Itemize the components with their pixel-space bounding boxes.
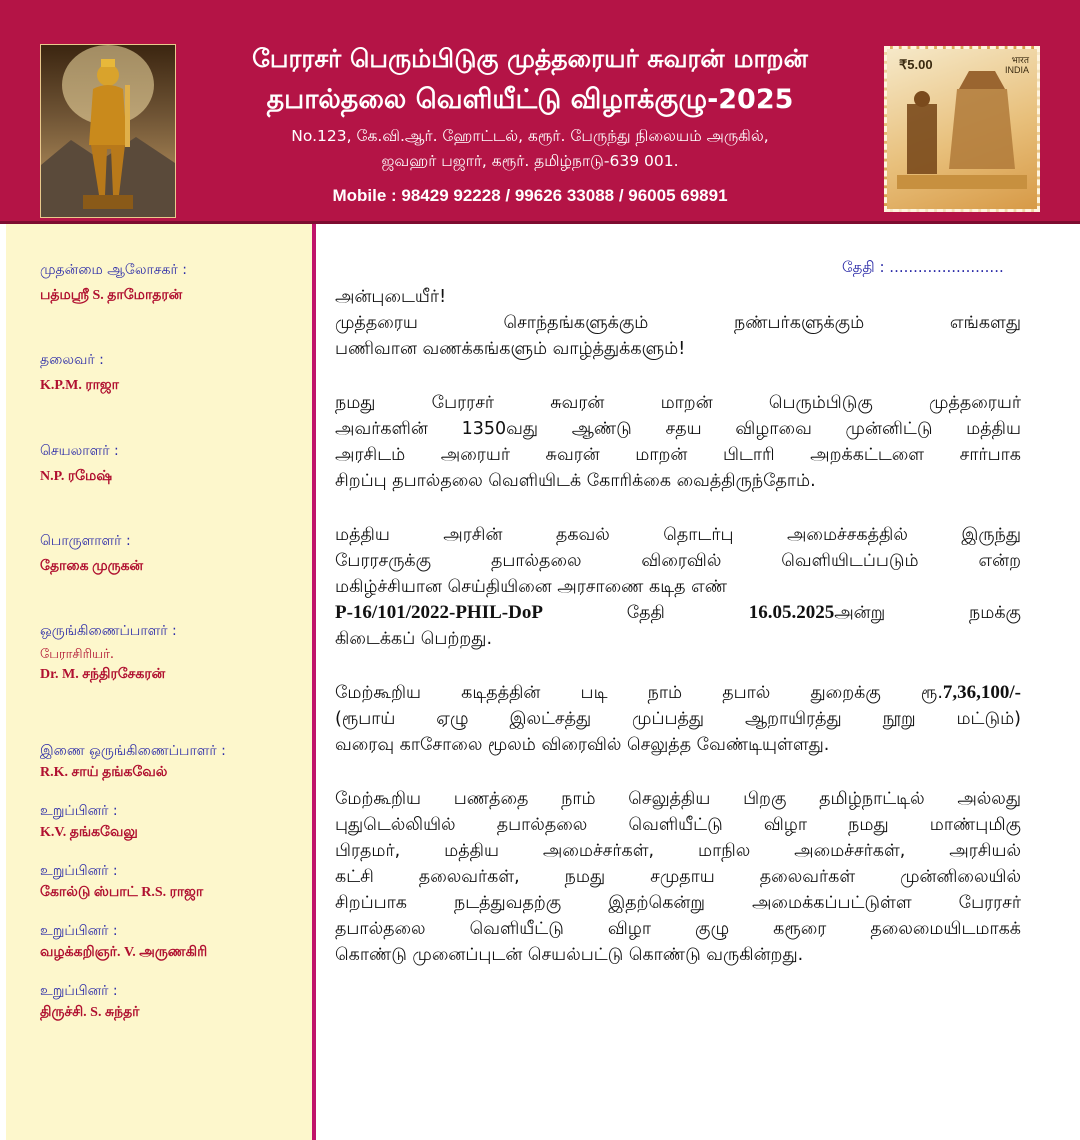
salutation: அன்புடையீர்! bbox=[335, 287, 447, 307]
letterhead-banner bbox=[0, 0, 1080, 224]
king-statue-icon bbox=[41, 45, 175, 217]
text-line: கட்சி தலைவர்கள், நமது சமுதாய தலைவர்கள் முன்னிலையில் bbox=[335, 867, 1021, 887]
text-line: புதுடெல்லியில் தபால்தலை வெளியீட்டு விழா நமது மாண்புமிகு bbox=[335, 815, 1021, 835]
king-statue-image bbox=[40, 44, 176, 218]
date-word: தேதி bbox=[626, 603, 665, 623]
address-line-2: ஜவஹர் பஜார், கரூர். தமிழ்நாடு-639 001. bbox=[381, 152, 679, 170]
text-line: மேற்கூறிய பணத்தை நாம் செலுத்திய பிறகு தமிழ்நாட்டில் அல்லது bbox=[335, 789, 1021, 809]
member-role: தலைவர் : bbox=[40, 352, 104, 368]
member-name: கோல்டு ஸ்பாட் R.S. ராஜா bbox=[40, 885, 204, 900]
member-role: உறுப்பினர் : bbox=[40, 923, 118, 939]
stamp-country: भारत INDIA bbox=[1004, 55, 1029, 75]
text-line: அவர்களின் 1350வது ஆண்டு சதய விழாவை முன்னிட்டு மத்திய bbox=[335, 419, 1021, 439]
member-role: உறுப்பினர் : bbox=[40, 863, 118, 879]
member-name: பத்மஸ்ரீ S. தாமோதரன் bbox=[40, 288, 183, 303]
text-line: நமது பேரரசர் சுவரன் மாறன் பெரும்பிடுகு முத்தரையர் bbox=[335, 393, 1021, 413]
amount-line bbox=[335, 680, 1021, 706]
text-fragment: மேற்கூறிய கடிதத்தின் படி நாம் தபால் துறைக்கு ரூ. bbox=[335, 683, 943, 703]
greeting-line: முத்தரைய சொந்தங்களுக்கும் நண்பர்களுக்கும் எங்களது bbox=[335, 313, 1021, 333]
greeting-line: பணிவான வணக்கங்களும் வாழ்த்துக்களும்! bbox=[335, 339, 686, 359]
member-role: முதன்மை ஆலோசகர் : bbox=[40, 262, 187, 278]
member-name: N.P. ரமேஷ் bbox=[40, 469, 112, 484]
paragraph-request bbox=[335, 390, 1021, 494]
member-role: பொருளாளர் : bbox=[40, 533, 131, 549]
member-1 bbox=[40, 803, 310, 842]
paragraph-payment bbox=[335, 680, 1021, 758]
member-name: தோகை முருகன் bbox=[40, 559, 144, 574]
committee-name-line-2: தபால்தலை வெளியீட்டு விழாக்குழு-2025 bbox=[266, 84, 794, 115]
member-name: R.K. சாய் தங்கவேல் bbox=[40, 765, 168, 780]
text-line: சிறப்பு தபால்தலை வெளியிடக் கோரிக்கை வைத்திருந்தோம். bbox=[335, 471, 816, 491]
text-line: பேரரசருக்கு தபால்தலை விரைவில் வெளியிடப்படும் என்ற bbox=[335, 551, 1021, 571]
member-role: ஒருங்கிணைப்பாளர் : bbox=[40, 623, 177, 639]
member-chief-advisor bbox=[40, 262, 310, 305]
member-4 bbox=[40, 983, 310, 1022]
postage-stamp-image bbox=[884, 46, 1040, 212]
member-secretary bbox=[40, 443, 310, 486]
stamp-value: ₹5.00 bbox=[899, 57, 933, 72]
text-fragment: அன்று நமக்கு bbox=[834, 603, 1021, 623]
member-name: K.V. தங்கவேலு bbox=[40, 825, 138, 840]
text-line: கொண்டு முனைப்புடன் செயல்பட்டு கொண்டு வருகின்றது. bbox=[335, 945, 804, 965]
text-line: பிரதமர், மத்திய அமைச்சர்கள், மாநில அமைச்சர்கள், அரசியல் bbox=[335, 841, 1021, 861]
member-name: வழக்கறிஞர். V. அருணகிரி bbox=[40, 945, 208, 960]
paragraph-approval bbox=[335, 522, 1021, 652]
reference-line bbox=[335, 600, 1021, 626]
member-name: Dr. M. சந்திரசேகரன் bbox=[40, 667, 166, 682]
member-2 bbox=[40, 863, 310, 902]
text-line: கிடைக்கப் பெற்றது. bbox=[335, 629, 493, 649]
member-3 bbox=[40, 923, 310, 962]
text-line: அரசிடம் அரையர் சுவரன் மாறன் பிடாரி அறக்கட்டளை சார்பாக bbox=[335, 445, 1021, 465]
text-line: மகிழ்ச்சியான செய்தியினை அரசாணை கடித எண் bbox=[335, 577, 728, 597]
text-line: மத்திய அரசின் தகவல் தொடர்பு அமைச்சகத்தில் இருந்து bbox=[335, 525, 1021, 545]
member-role: உறுப்பினர் : bbox=[40, 983, 118, 999]
date-field: தேதி : ........................ bbox=[842, 258, 1004, 276]
member-coordinator bbox=[40, 623, 310, 684]
letter-body bbox=[335, 284, 1021, 996]
member-role: இணை ஒருங்கிணைப்பாளர் : bbox=[40, 743, 226, 759]
payment-amount: 7,36,100/- bbox=[942, 682, 1021, 703]
text-line: சிறப்பாக நடத்துவதற்கு இதற்கென்று அமைக்கப்பட்டுள்ள பேரரசர் bbox=[335, 893, 1021, 913]
member-president bbox=[40, 352, 310, 395]
member-title: பேராசிரியர். bbox=[40, 647, 115, 662]
sidebar-divider bbox=[312, 224, 316, 1140]
government-order-number: P-16/101/2022-PHIL-DoP bbox=[335, 602, 543, 623]
member-name: திருச்சி. S. சுந்தர் bbox=[40, 1005, 140, 1020]
paragraph-ceremony bbox=[335, 786, 1021, 968]
member-role: உறுப்பினர் : bbox=[40, 803, 118, 819]
member-treasurer bbox=[40, 533, 310, 576]
member-joint-coordinator bbox=[40, 743, 310, 782]
mobile-numbers: Mobile : 98429 92228 / 99626 33088 / 96005 69891 bbox=[332, 186, 728, 205]
member-role: செயலாளர் : bbox=[40, 443, 119, 459]
text-line: தபால்தலை வெளியீட்டு விழா குழு கரூரை தலைமையிடமாகக் bbox=[335, 919, 1021, 939]
member-name: K.P.M. ராஜா bbox=[40, 378, 119, 393]
committee-name-line-1: பேரரசர் பெரும்பிடுகு முத்தரையர் சுவரன் மாறன் bbox=[252, 44, 808, 73]
text-line: (ரூபாய் ஏழு இலட்சத்து முப்பத்து ஆறாயிரத்து நூறு மட்டும்) bbox=[335, 709, 1021, 729]
order-date: 16.05.2025 bbox=[748, 602, 835, 623]
text-line: வரைவு காசோலை மூலம் விரைவில் செலுத்த வேண்டியுள்ளது. bbox=[335, 735, 830, 755]
greeting-paragraph bbox=[335, 284, 1021, 362]
address-line-1: No.123, கே.வி.ஆர். ஹோட்டல், கரூர். பேருந்து நிலையம் அருகில், bbox=[291, 127, 769, 145]
